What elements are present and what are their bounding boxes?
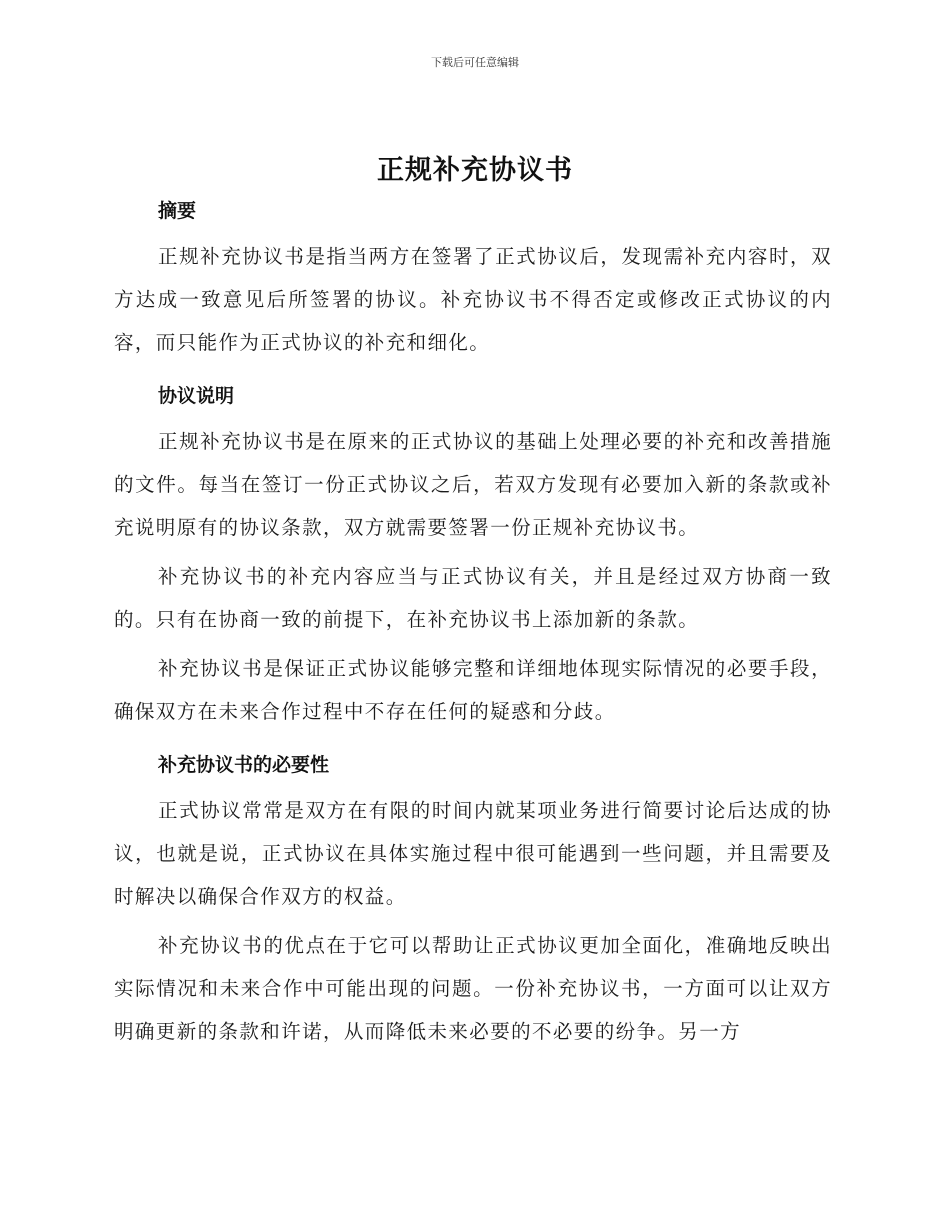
section-heading-necessity: 补充协议书的必要性	[158, 754, 330, 776]
paragraph: 正规补充协议书是指当两方在签署了正式协议后，发现需补充内容时，双方达成一致意见后所签署的协议。补充协议书不得否定或修改正式协议的内容，而只能作为正式协议的补充和细化。	[114, 245, 832, 354]
paragraph: 正规补充协议书是在原来的正式协议的基础上处理必要的补充和改善措施的文件。每当在签订一份正式协议之后，若双方发现有必要加入新的条款或补充说明原有的协议条款，双方就需要签署一份正规补充协议书。	[114, 430, 832, 539]
page-header-note: 下载后可任意编辑	[431, 56, 519, 69]
document-body	[114, 193, 832, 1053]
section-heading-agreement-description: 协议说明	[158, 385, 235, 407]
paragraph: 正式协议常常是双方在有限的时间内就某项业务进行简要讨论后达成的协议，也就是说，正式协议在具体实施过程中很可能遇到一些问题，并且需要及时解决以确保合作双方的权益。	[114, 799, 832, 908]
document-title: 正规补充协议书	[377, 155, 573, 186]
paragraph: 补充协议书的补充内容应当与正式协议有关，并且是经过双方协商一致的。只有在协商一致的前提下，在补充协议书上添加新的条款。	[114, 565, 832, 631]
paragraph: 补充协议书是保证正式协议能够完整和详细地体现实际情况的必要手段，确保双方在未来合作过程中不存在任何的疑惑和分歧。	[114, 657, 832, 723]
section-heading-summary: 摘要	[158, 200, 197, 222]
paragraph: 补充协议书的优点在于它可以帮助让正式协议更加全面化，准确地反映出实际情况和未来合作中可能出现的问题。一份补充协议书，一方面可以让双方明确更新的条款和许诺，从而降低未来必要的不必要的纷争。另一方	[114, 934, 832, 1043]
